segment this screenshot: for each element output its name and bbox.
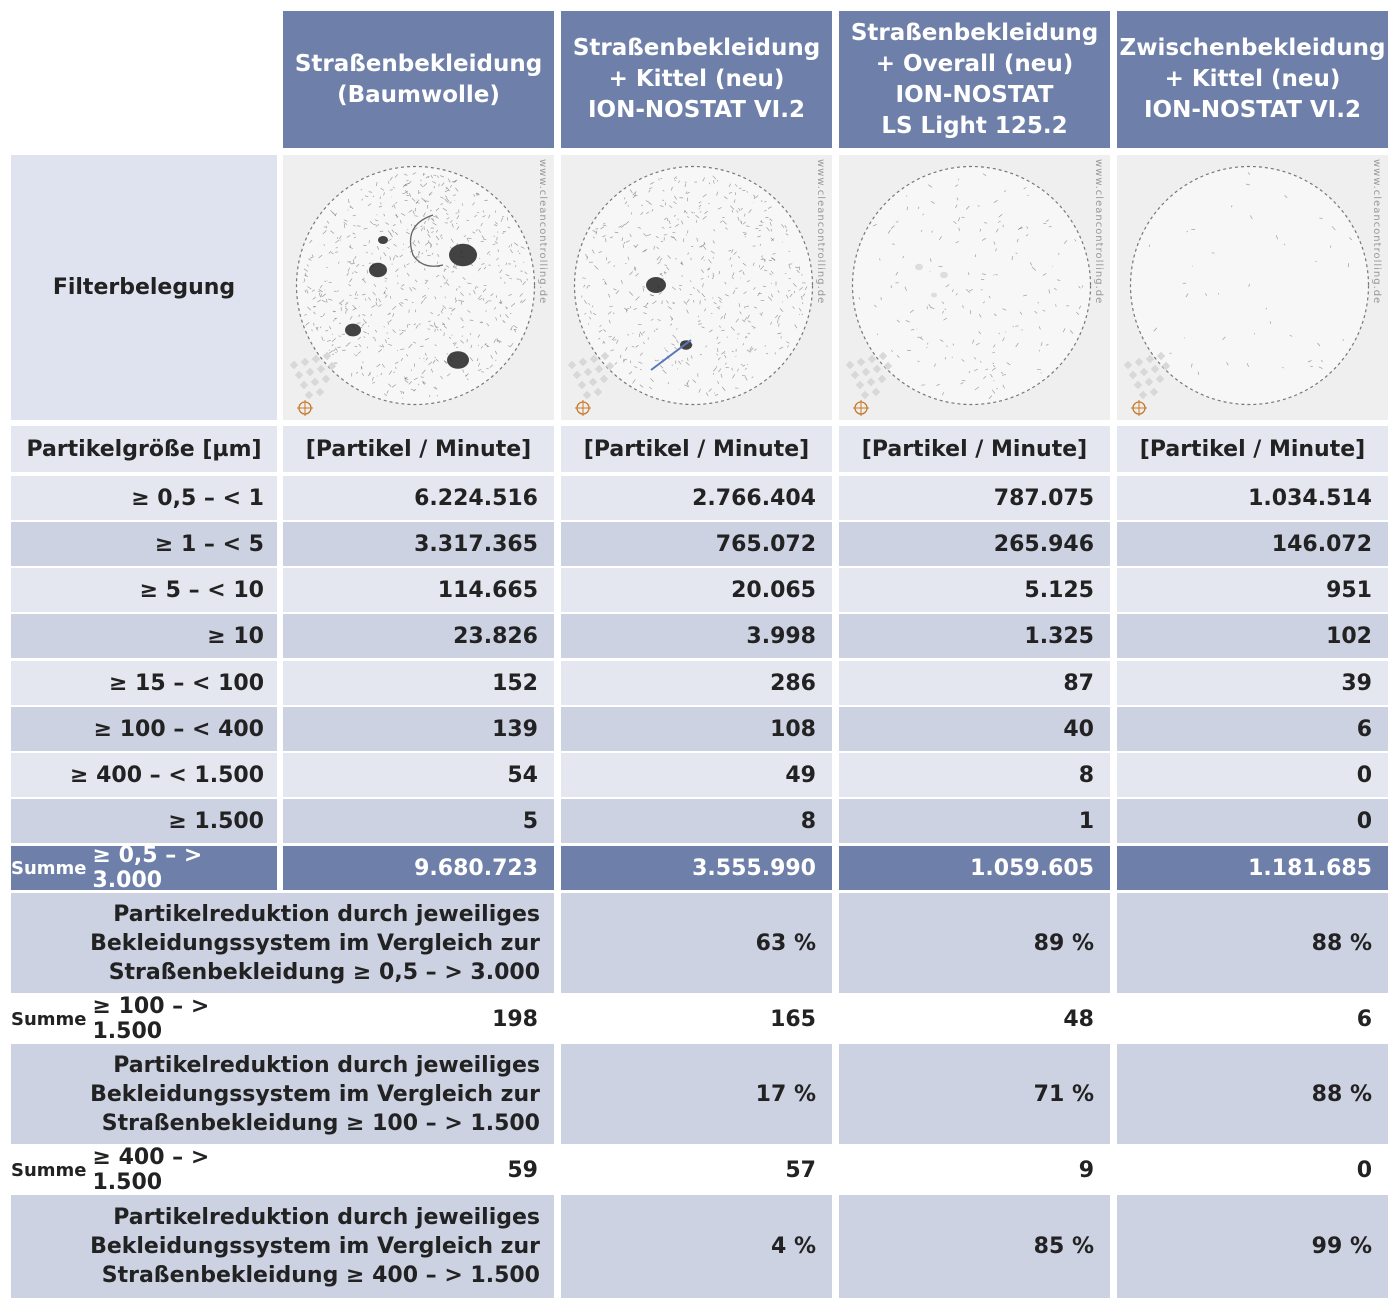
sum-value: 1.181.685 [1117, 846, 1388, 890]
sum-value: 9 [839, 1148, 1110, 1192]
size-range-label: ≥ 1.500 [11, 799, 277, 843]
table-cell: 139 [283, 707, 554, 751]
sum-label [11, 843, 277, 893]
sum-label [11, 1145, 277, 1195]
table-cell: 146.072 [1117, 522, 1388, 566]
reduction-text: Partikelreduktion durch jeweiliges Bekleidungssystem im Vergleich zur Straßenbekleidung ≥ 400 – > 1.500 [11, 1195, 554, 1298]
size-range-label: ≥ 15 – < 100 [11, 661, 277, 705]
table-cell: 8 [561, 799, 832, 843]
table-cell: 49 [561, 753, 832, 797]
sum-range: ≥ 400 – > 1.500 [92, 1145, 210, 1195]
table-cell: 951 [1117, 568, 1388, 612]
table-cell: 0 [1117, 799, 1388, 843]
filter-image [839, 155, 1110, 420]
size-header: Partikelgröße [µm] [11, 426, 277, 472]
sum-value: 9.680.723 [283, 846, 554, 890]
table-cell: 23.826 [283, 614, 554, 658]
filter-image [561, 155, 832, 420]
filter-label: Filterbelegung [11, 155, 277, 420]
sum-prefix: Summe [11, 857, 87, 879]
unit-header: [Partikel / Minute] [283, 426, 554, 472]
reduction-value: 63 % [561, 893, 832, 993]
table-cell: 54 [283, 753, 554, 797]
reduction-text: Partikelreduktion durch jeweiliges Bekleidungssystem im Vergleich zur Straßenbekleidung ≥ 100 – > 1.500 [11, 1044, 554, 1144]
filter-image [283, 155, 554, 420]
sum-prefix: Summe [11, 1159, 87, 1181]
table-cell: 0 [1117, 753, 1388, 797]
table-cell: 5.125 [839, 568, 1110, 612]
reduction-value: 88 % [1117, 1044, 1388, 1144]
table-cell: 87 [839, 661, 1110, 705]
table-cell: 265.946 [839, 522, 1110, 566]
table-cell: 8 [839, 753, 1110, 797]
table-cell: 1.034.514 [1117, 476, 1388, 520]
reduction-value: 99 % [1117, 1195, 1388, 1298]
sum-value: 1.059.605 [839, 846, 1110, 890]
sum-range: ≥ 100 – > 1.500 [92, 994, 210, 1044]
table-cell: 1.325 [839, 614, 1110, 658]
size-range-label: ≥ 400 – < 1.500 [11, 753, 277, 797]
unit-header: [Partikel / Minute] [1117, 426, 1388, 472]
reduction-value: 88 % [1117, 893, 1388, 993]
filter-image [1117, 155, 1388, 420]
column-header: Straßenbekleidung + Kittel (neu) ION-NOSTAT VI.2 [561, 11, 832, 148]
sum-value: 0 [1117, 1148, 1388, 1192]
sum-range: ≥ 0,5 – > 3.000 [92, 843, 203, 893]
table-cell: 108 [561, 707, 832, 751]
unit-header: [Partikel / Minute] [561, 426, 832, 472]
size-range-label: ≥ 100 – < 400 [11, 707, 277, 751]
table-cell: 6 [1117, 707, 1388, 751]
column-header: Zwischenbekleidung + Kittel (neu) ION-NOSTAT VI.2 [1117, 11, 1388, 148]
column-header: Straßenbekleidung (Baumwolle) [283, 11, 554, 148]
unit-header: [Partikel / Minute] [839, 426, 1110, 472]
size-range-label: ≥ 0,5 – < 1 [11, 476, 277, 520]
reduction-value: 85 % [839, 1195, 1110, 1298]
sum-value: 3.555.990 [561, 846, 832, 890]
table-cell: 1 [839, 799, 1110, 843]
sum-value: 165 [561, 997, 832, 1041]
reduction-value: 89 % [839, 893, 1110, 993]
sum-label [11, 994, 277, 1044]
table-cell: 2.766.404 [561, 476, 832, 520]
size-range-label: ≥ 10 [11, 614, 277, 658]
reduction-value: 4 % [561, 1195, 832, 1298]
watermark-text: www.cleancontrolling.de [1371, 159, 1382, 305]
table-cell: 787.075 [839, 476, 1110, 520]
table-cell: 102 [1117, 614, 1388, 658]
watermark-text: www.cleancontrolling.de [815, 159, 826, 305]
sum-value: 6 [1117, 997, 1388, 1041]
sum-value: 198 [283, 997, 554, 1041]
table-cell: 286 [561, 661, 832, 705]
table-cell: 40 [839, 707, 1110, 751]
column-header: Straßenbekleidung + Overall (neu) ION-NOSTAT LS Light 125.2 [839, 11, 1110, 148]
size-range-label: ≥ 1 – < 5 [11, 522, 277, 566]
watermark-text: www.cleancontrolling.de [537, 159, 548, 305]
sum-value: 59 [283, 1148, 554, 1192]
table-cell: 152 [283, 661, 554, 705]
table-cell: 765.072 [561, 522, 832, 566]
table-cell: 5 [283, 799, 554, 843]
sum-value: 57 [561, 1148, 832, 1192]
table-cell: 114.665 [283, 568, 554, 612]
reduction-value: 17 % [561, 1044, 832, 1144]
watermark-text: www.cleancontrolling.de [1093, 159, 1104, 305]
size-range-label: ≥ 5 – < 10 [11, 568, 277, 612]
table-cell: 20.065 [561, 568, 832, 612]
reduction-value: 71 % [839, 1044, 1110, 1144]
table-cell: 3.998 [561, 614, 832, 658]
reduction-text: Partikelreduktion durch jeweiliges Bekleidungssystem im Vergleich zur Straßenbekleidung ≥ 0,5 – > 3.000 [11, 893, 554, 993]
table-cell: 39 [1117, 661, 1388, 705]
sum-value: 48 [839, 997, 1110, 1041]
table-cell: 3.317.365 [283, 522, 554, 566]
table-cell: 6.224.516 [283, 476, 554, 520]
sum-prefix: Summe [11, 1008, 87, 1030]
